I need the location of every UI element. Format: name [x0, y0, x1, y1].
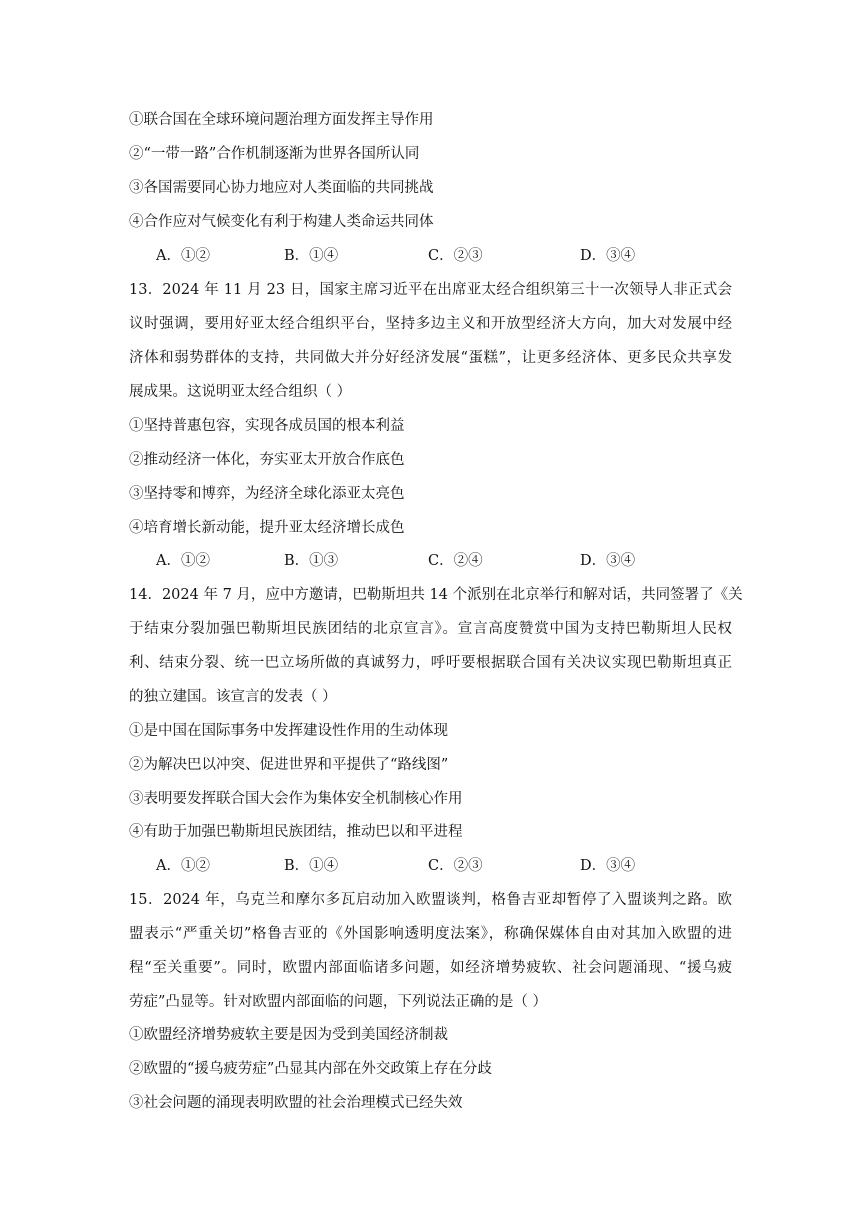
q14-stem-line-2: 于结束分裂加强巴勒斯坦民族团结的北京宣言》。宣言高度赞赏中国为支持巴勒斯坦人民权	[129, 621, 732, 637]
q13-option-a[interactable]: A．①②	[156, 553, 210, 569]
q14-stem-line-1: 14．2024 年 7 月，应中方邀请，巴勒斯坦共 14 个派别在北京举行和解对话，共同签署了《关	[129, 587, 743, 603]
q13-statement-4: ④培育增长新动能，提升亚太经济增长成色	[129, 520, 405, 536]
q15-stem-line-2: 盟表示“严重关切”格鲁吉亚的《外国影响透明度法案》，称确保媒体自由对其加入欧盟的进	[129, 926, 732, 942]
q13-option-d[interactable]: D．③④	[580, 553, 636, 569]
q14-statement-4: ④有助于加强巴勒斯坦民族团结，推动巴以和平进程	[129, 824, 463, 840]
q15-statement-3: ③社会问题的涌现表明欧盟的社会治理模式已经失效	[129, 1095, 463, 1111]
q13-stem-line-3: 济体和弱势群体的支持，共同做大并分好经济发展“蛋糕”，让更多经济体、更多民众共享发	[129, 350, 732, 366]
q13-statement-3: ③坚持零和博弈，为经济全球化添亚太亮色	[129, 486, 405, 502]
q14-stem-line-3: 利、结束分裂、统一巴立场所做的真诚努力，呼吁要根据联合国有关决议实现巴勒斯坦真正	[129, 655, 732, 671]
q14-options	[156, 856, 676, 876]
q14-statement-3: ③表明要发挥联合国大会作为集体安全机制核心作用	[129, 791, 463, 807]
q13-statement-2: ②推动经济一体化，夯实亚太开放合作底色	[129, 452, 405, 468]
q15-stem-line-1: 15．2024 年，乌克兰和摩尔多瓦启动加入欧盟谈判，格鲁吉亚却暂停了入盟谈判之路。欧	[129, 892, 732, 908]
q12-option-b[interactable]: B．①④	[284, 248, 339, 264]
q14-option-c[interactable]: C．②③	[428, 858, 483, 874]
q14-statement-2: ②为解决巴以冲突、促进世界和平提供了“路线图”	[129, 757, 449, 773]
q14-stem-line-4: 的独立建国。该宣言的发表（ ）	[129, 689, 337, 705]
q12-options	[156, 246, 676, 266]
q15-statement-2: ②欧盟的“援乌疲劳症”凸显其内部在外交政策上存在分歧	[129, 1061, 492, 1077]
q12-statement-1: ①联合国在全球环境问题治理方面发挥主导作用	[129, 112, 434, 128]
q13-options	[156, 551, 676, 571]
q12-statement-3: ③各国需要同心协力地应对人类面临的共同挑战	[129, 180, 434, 196]
q13-statement-1: ①坚持普惠包容，实现各成员国的根本利益	[129, 418, 405, 434]
q15-stem-line-3: 程“至关重要”。同时，欧盟内部面临诸多问题，如经济增势疲软、社会问题涌现、“援乌疲	[129, 960, 732, 976]
q14-option-d[interactable]: D．③④	[580, 858, 636, 874]
q12-statement-4: ④合作应对气候变化有利于构建人类命运共同体	[129, 214, 434, 230]
q12-option-d[interactable]: D．③④	[580, 248, 636, 264]
q13-stem-line-4: 展成果。这说明亚太经合组织（ ）	[129, 384, 352, 400]
q15-stem-line-4: 劳症”凸显等。针对欧盟内部面临的问题，下列说法正确的是（ ）	[129, 994, 548, 1010]
q12-option-a[interactable]: A．①②	[156, 248, 210, 264]
q14-statement-1: ①是中国在国际事务中发挥建设性作用的生动体现	[129, 723, 448, 739]
q13-option-c[interactable]: C．②④	[428, 553, 483, 569]
q13-stem-line-1: 13．2024 年 11 月 23 日，国家主席习近平在出席亚太经合组织第三十一次领导人非正式会	[129, 282, 732, 298]
q14-option-a[interactable]: A．①②	[156, 858, 210, 874]
q12-statement-2: ②“一带一路”合作机制逐渐为世界各国所认同	[129, 146, 420, 162]
q13-stem-line-2: 议时强调，要用好亚太经合组织平台，坚持多边主义和开放型经济大方向，加大对发展中经	[129, 316, 732, 332]
q12-option-c[interactable]: C．②③	[428, 248, 483, 264]
q14-option-b[interactable]: B．①④	[284, 858, 339, 874]
q15-statement-1: ①欧盟经济增势疲软主要是因为受到美国经济制裁	[129, 1027, 448, 1043]
q13-option-b[interactable]: B．①③	[284, 553, 339, 569]
